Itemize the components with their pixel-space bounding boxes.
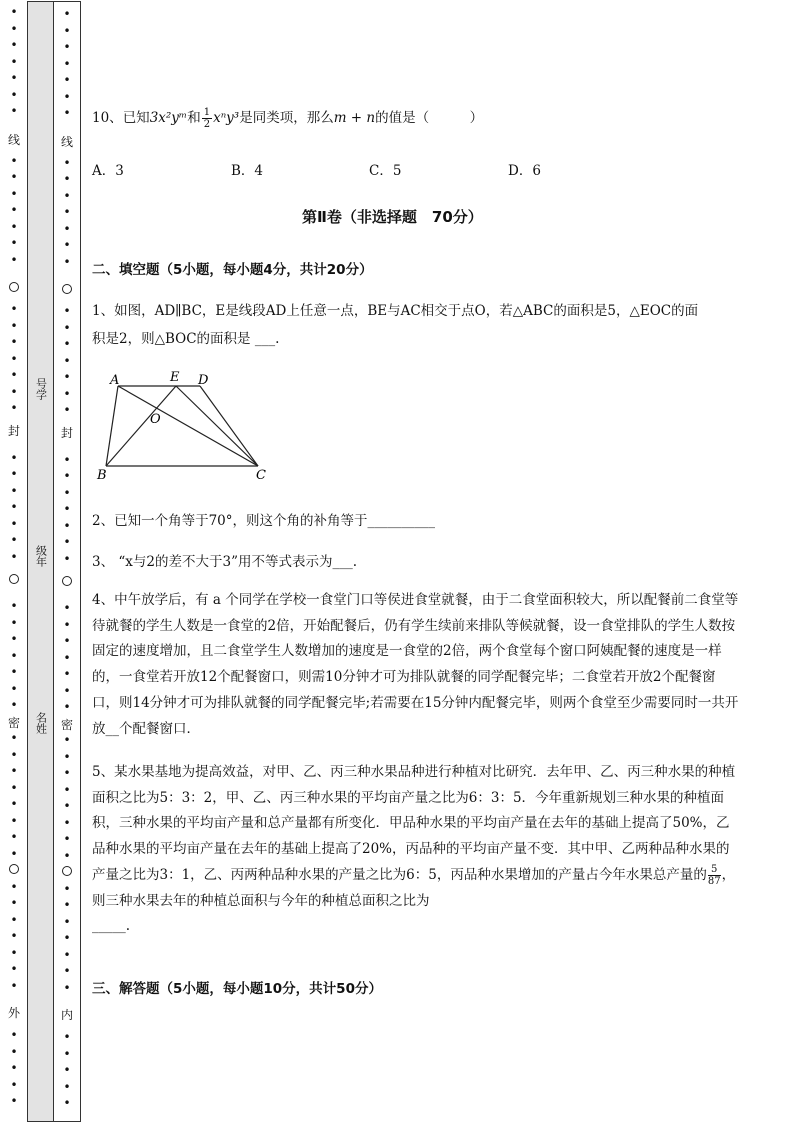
gutter-dot: • (63, 320, 71, 335)
gutter-dot: • (10, 467, 18, 481)
gutter-dot: • (10, 153, 18, 168)
gutter-dot: • (63, 947, 71, 962)
gutter-dot: • (10, 533, 18, 547)
gutter-dot: • (63, 106, 71, 120)
gutter-dot: • (63, 617, 71, 632)
gutter-dot: • (10, 384, 18, 399)
gutter-dot: • (10, 1044, 18, 1059)
binding-margin-outer (0, 0, 28, 1123)
gutter-ring (9, 574, 19, 584)
gutter-dot: • (10, 1077, 18, 1092)
q10-option-d: D．6 (508, 163, 541, 179)
gutter-dot: • (63, 73, 71, 87)
gutter-dot: • (63, 403, 71, 417)
gutter-dot: • (10, 335, 18, 349)
gutter-dot: • (10, 978, 18, 993)
gutter-dot: • (10, 401, 18, 415)
inner-seal-mark: 封 (60, 426, 73, 440)
gutter-dot: • (10, 648, 18, 663)
gutter-dot: • (63, 188, 71, 203)
gutter-dot: • (10, 731, 18, 745)
gutter-dot: • (63, 155, 71, 170)
trapezoid-figure (94, 366, 284, 486)
label-e: E (170, 370, 180, 385)
label-c: C (256, 468, 266, 483)
label-a: A (110, 373, 120, 388)
field-student-number: 号学 (34, 378, 48, 400)
fraction-5-87: $\frac{5}{87}$ (707, 863, 721, 887)
gutter-dot: • (63, 848, 71, 863)
gutter-dot: • (10, 698, 18, 712)
gutter-dot: • (63, 700, 71, 714)
student-info-strip (27, 1, 54, 1122)
gutter-dot: • (63, 1063, 71, 1077)
binding-margin-inner (54, 1, 81, 1122)
fraction-one-half: $\frac{1}{2}$ (203, 107, 211, 130)
gutter-dot: • (10, 962, 18, 976)
gutter-dot: • (10, 104, 18, 118)
gutter-dot: • (10, 1028, 18, 1042)
label-o: O (150, 412, 161, 427)
outer-seal-mark: 密 (7, 716, 20, 730)
gutter-dot: • (10, 747, 18, 762)
segment-dc (200, 386, 258, 466)
gutter-dot: • (63, 683, 71, 698)
gutter-dot: • (10, 912, 18, 927)
gutter-dot: • (10, 1094, 18, 1108)
gutter-dot: • (10, 236, 18, 250)
gutter-dot: • (10, 599, 18, 613)
gutter-dot: • (63, 254, 71, 269)
gutter-dot: • (63, 667, 71, 681)
gutter-dot: • (63, 832, 71, 846)
gutter-dot: • (63, 749, 71, 764)
q5: 5、某水果基地为提高效益，对甲、乙、丙三种水果品种进行种植对比研究．去年甲、乙、丙三种水果的种植面积之比为5：3：2，甲、乙、丙三种水果的平均亩产量之比为6：3：5．今年重新规划三种水果的种植面积，三种水果的平均亩产量和总产量都有所变化．甲品种水果的平均亩产量在去年的基础上提高了50%，乙品种水果的平均亩产量在去年的基础上提高了20%，丙品种的平均亩产量不变．其中甲、乙两种品种水果的产量之比为3：1，乙、丙两种品种水果的产量之比为6：5，丙品种水果增加的产量占今年水果总产量的 $\frac{5}{87}$ ，则三种水果去年的种植总面积与今年的种植总面积之比为 _____. (92, 764, 736, 935)
part-2-title: 第Ⅱ卷（非选择题 70分） (302, 208, 483, 226)
q1-line-1: 1、如图，AD∥BC，E是线段AD上任意一点，BE与AC相交于点O，若△ABC的面积是5，△EOC的面 (92, 303, 699, 319)
gutter-dot: • (10, 516, 18, 531)
q10-option-a: A．3 (92, 163, 124, 179)
gutter-dot: • (63, 551, 71, 566)
gutter-dot: • (10, 764, 18, 778)
gutter-ring (9, 282, 19, 292)
gutter-dot: • (63, 1030, 71, 1044)
gutter-dot: • (10, 186, 18, 201)
gutter-dot: • (63, 337, 71, 351)
inner-seal-mark: 密 (60, 718, 73, 732)
outer-seal-mark: 外 (7, 1006, 20, 1020)
gutter-dot: • (63, 370, 71, 384)
gutter-dot: • (10, 170, 18, 184)
label-b: B (97, 468, 107, 483)
q10-option-b: B．4 (231, 163, 264, 179)
section-3-title: 三、解答题（5小题，每小题10分，共计50分） (92, 981, 382, 997)
gutter-dot: • (10, 21, 18, 36)
gutter-dot: • (10, 813, 18, 828)
field-name: 名姓 (34, 712, 48, 734)
gutter-dot: • (10, 879, 18, 894)
gutter-dot: • (63, 1079, 71, 1094)
inner-seal-mark: 线 (60, 135, 73, 149)
gutter-ring (9, 864, 19, 874)
outer-seal-mark: 线 (7, 133, 20, 147)
gutter-dot: • (63, 518, 71, 533)
gutter-dot: • (10, 665, 18, 679)
gutter-dot: • (10, 71, 18, 85)
gutter-dot: • (63, 205, 71, 219)
section-2-title: 二、填空题（5小题，每小题4分，共计20分） (92, 262, 373, 278)
inner-seal-mark: 内 (60, 1008, 73, 1022)
gutter-ring (62, 866, 72, 876)
gutter-dot: • (63, 89, 71, 104)
gutter-dot: • (63, 1046, 71, 1061)
gutter-dot: • (63, 304, 71, 318)
gutter-dot: • (10, 87, 18, 102)
gutter-ring (62, 284, 72, 294)
gutter-dot: • (10, 219, 18, 234)
gutter-dot: • (10, 1061, 18, 1075)
gutter-dot: • (10, 54, 18, 69)
gutter-dot: • (63, 782, 71, 797)
gutter-dot: • (63, 799, 71, 813)
gutter-dot: • (63, 221, 71, 236)
question-10: 10、已知3x²yᵐ和 $\frac{1}{2}$ xⁿy³是同类项，那么m + n的值是（ ） (92, 107, 484, 130)
outer-seal-mark: 封 (7, 424, 20, 438)
gutter-dot: • (63, 980, 71, 995)
gutter-dot: • (10, 896, 18, 910)
gutter-dot: • (10, 549, 18, 564)
gutter-dot: • (10, 252, 18, 267)
label-d: D (198, 373, 209, 388)
gutter-dot: • (10, 203, 18, 217)
q3: 3、 “x与2的差不大于3”用不等式表示为___. (92, 554, 358, 570)
gutter-dot: • (10, 945, 18, 960)
gutter-dot: • (63, 452, 71, 467)
gutter-dot: • (10, 780, 18, 795)
gutter-dot: • (63, 485, 71, 500)
gutter-dot: • (63, 535, 71, 549)
gutter-ring (62, 576, 72, 586)
gutter-dot: • (63, 898, 71, 912)
gutter-dot: • (10, 483, 18, 498)
gutter-dot: • (63, 40, 71, 54)
gutter-dot: • (10, 846, 18, 861)
gutter-dot: • (10, 450, 18, 465)
gutter-dot: • (63, 386, 71, 401)
gutter-dot: • (10, 615, 18, 630)
gutter-dot: • (10, 38, 18, 52)
gutter-dot: • (63, 353, 71, 368)
gutter-dot: • (63, 7, 71, 21)
gutter-dot: • (63, 914, 71, 929)
gutter-dot: • (63, 931, 71, 945)
q1-line-2: 积是2，则△BOC的面积是 ___. (92, 331, 280, 347)
gutter-dot: • (10, 500, 18, 514)
gutter-dot: • (10, 351, 18, 366)
gutter-dot: • (10, 681, 18, 696)
gutter-dot: • (10, 830, 18, 844)
gutter-dot: • (63, 964, 71, 978)
gutter-dot: • (63, 881, 71, 896)
gutter-dot: • (10, 5, 18, 19)
q4: 4、中午放学后，有 a 个同学在学校一食堂门口等侯进食堂就餐，由于二食堂面积较大，所以配餐前二食堂等待就餐的学生人数是一食堂的2倍，开始配餐后，仍有学生续前来排队等候就餐，设一食堂排队的学生人数按固定的速度增加，且二食堂学生人数增加的速度是一食堂的2倍，两个食堂每个窗口阿姨配餐的速度是一样的，一食堂若开放12个配餐窗口，则需10分钟才可为排队就餐的同学配餐完毕；二食堂若开放2个配餐窗口，则14分钟才可为排队就餐的同学配餐完毕;若需要在15分钟内配餐完毕，则两个食堂至少需要同时一共开放__个配餐窗口． (92, 592, 739, 737)
gutter-dot: • (63, 1096, 71, 1110)
gutter-dot: • (10, 797, 18, 811)
gutter-dot: • (10, 368, 18, 382)
gutter-dot: • (63, 238, 71, 252)
q2: 2、已知一个角等于70°，则这个角的补角等于__________ (92, 513, 436, 529)
field-grade: 级年 (34, 545, 48, 567)
gutter-dot: • (63, 601, 71, 615)
gutter-dot: • (63, 172, 71, 186)
gutter-dot: • (10, 302, 18, 316)
gutter-dot: • (63, 650, 71, 665)
q10-option-c: C．5 (369, 163, 402, 179)
gutter-dot: • (63, 502, 71, 516)
gutter-dot: • (63, 23, 71, 38)
gutter-dot: • (10, 318, 18, 333)
gutter-dot: • (63, 56, 71, 71)
gutter-dot: • (63, 733, 71, 747)
gutter-dot: • (63, 815, 71, 830)
gutter-dot: • (10, 929, 18, 943)
gutter-dot: • (63, 634, 71, 648)
trapezoid-lines (106, 386, 258, 466)
gutter-dot: • (10, 632, 18, 646)
gutter-dot: • (63, 766, 71, 780)
gutter-dot: • (63, 469, 71, 483)
